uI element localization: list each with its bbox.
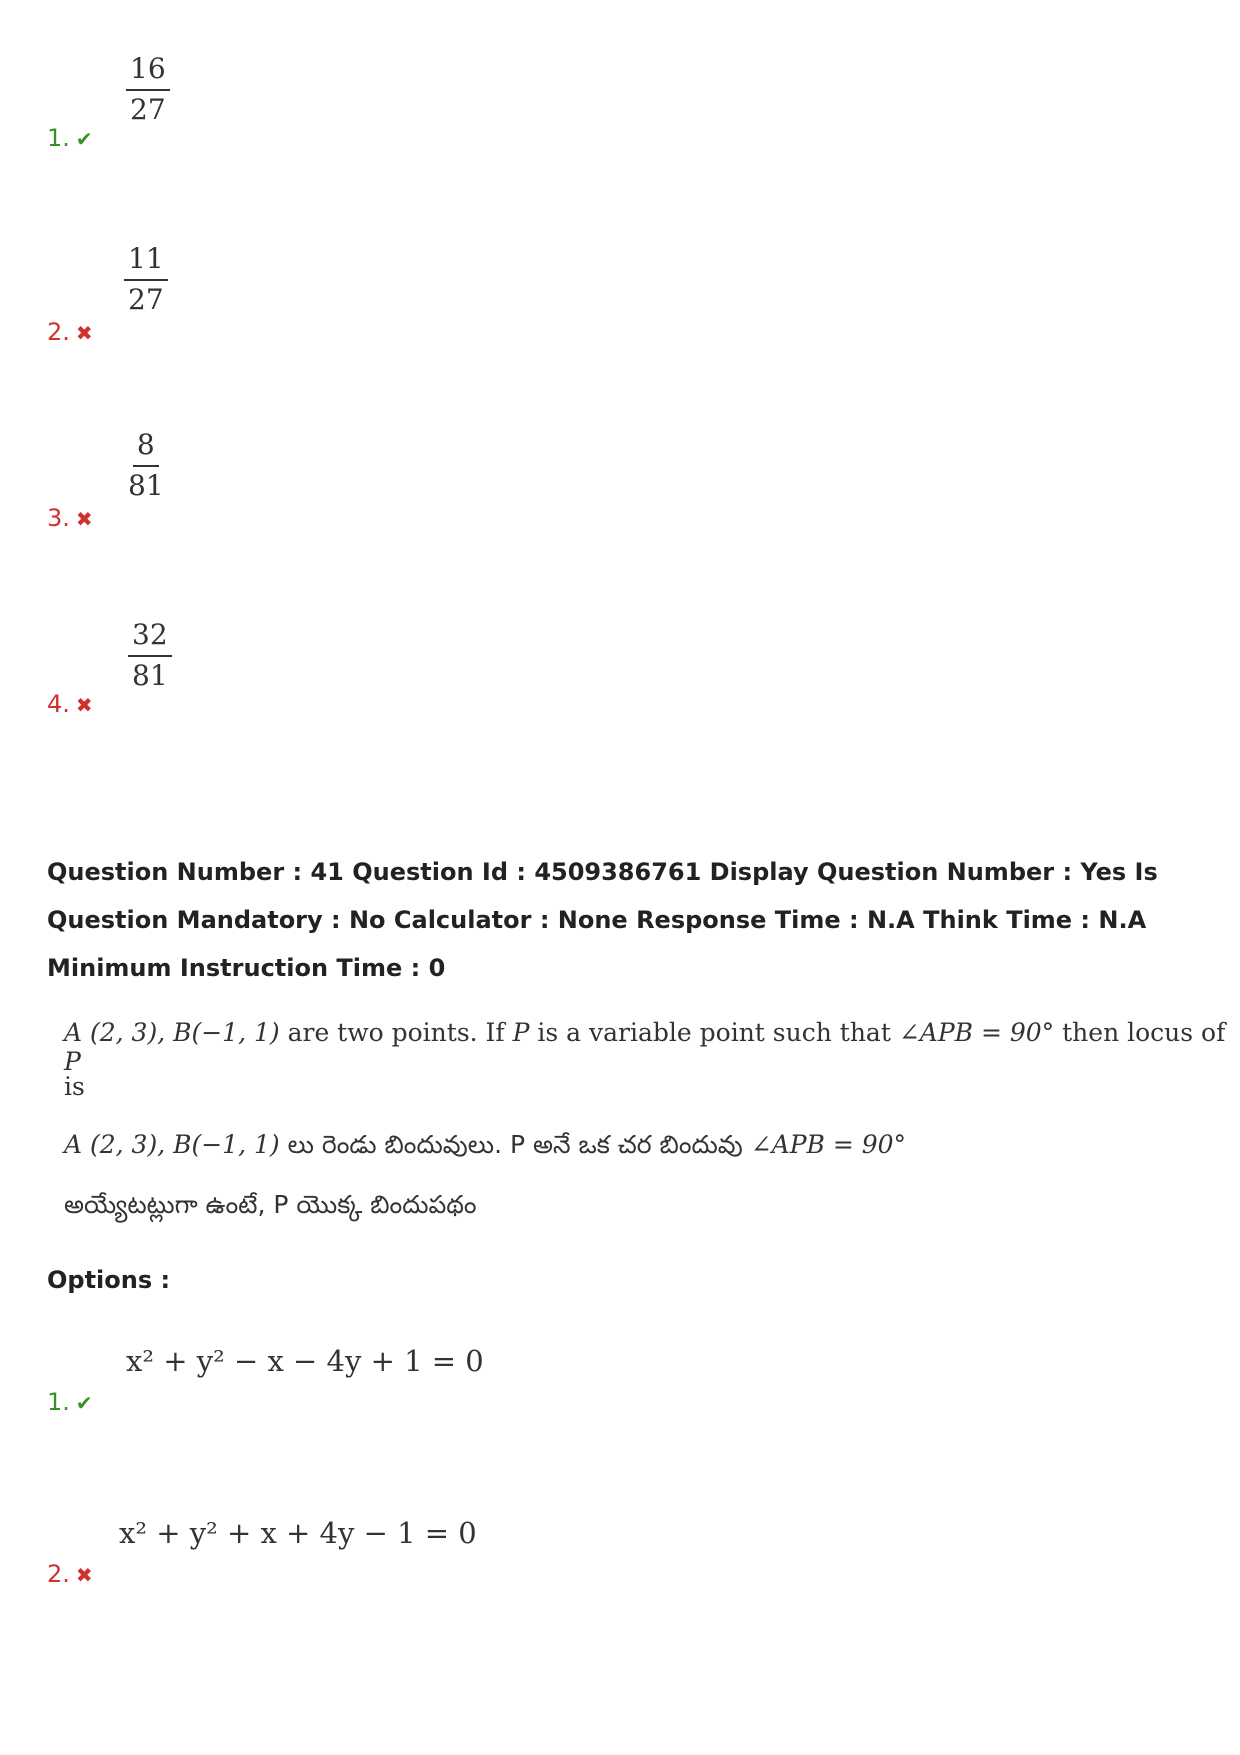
question-meta: Question Number : 41 Question Id : 4509386761 Display Question Number : Yes Is Question Mandatory : No Calculator : None Response Time : N.A Think Time : N.A Minimum Instruction Time : 0 (47, 858, 1158, 982)
cross-icon: ✖ (75, 693, 93, 717)
cross-icon: ✖ (75, 507, 93, 531)
question-telugu-line2: అయ్యేటట్లుగా ఉంటే, P యొక్క బిందుపథం (64, 1190, 477, 1219)
option-number: 4. ✖ (47, 690, 93, 718)
denominator: 81 (128, 468, 164, 502)
numerator: 32 (128, 620, 172, 657)
denominator: 27 (130, 92, 166, 126)
option-number: 3. ✖ (47, 504, 93, 532)
question-english-line2: is (64, 1072, 85, 1101)
numerator: 16 (126, 54, 170, 91)
option-equation: x² + y² + x + 4y − 1 = 0 (119, 1516, 477, 1550)
option-number: 2. ✖ (47, 1560, 93, 1588)
fraction (126, 54, 170, 126)
cross-icon: ✖ (75, 321, 93, 345)
numerator: 8 (133, 430, 159, 467)
option-number: 2. ✖ (47, 318, 93, 346)
option-number: 1. ✔ (47, 124, 93, 152)
numerator: 11 (124, 244, 168, 281)
denominator: 27 (128, 282, 164, 316)
check-icon: ✔ (75, 127, 93, 151)
question-english-line1: A (2, 3), B(−1, 1) are two points. If P is a variable point such that ∠APB = 90° then locus of P (64, 1018, 1226, 1076)
fraction (128, 620, 172, 692)
fraction (128, 430, 164, 502)
option-equation: x² + y² − x − 4y + 1 = 0 (126, 1344, 484, 1378)
question-telugu-line1: A (2, 3), B(−1, 1) లు రెండు బిందువులు. P అనే ఒక చర బిందువు ∠APB = 90° (64, 1130, 907, 1159)
options-label: Options : (47, 1266, 171, 1294)
check-icon: ✔ (75, 1391, 93, 1415)
denominator: 81 (132, 658, 168, 692)
option-number: 1. ✔ (47, 1388, 93, 1416)
cross-icon: ✖ (75, 1563, 93, 1587)
fraction (124, 244, 168, 316)
